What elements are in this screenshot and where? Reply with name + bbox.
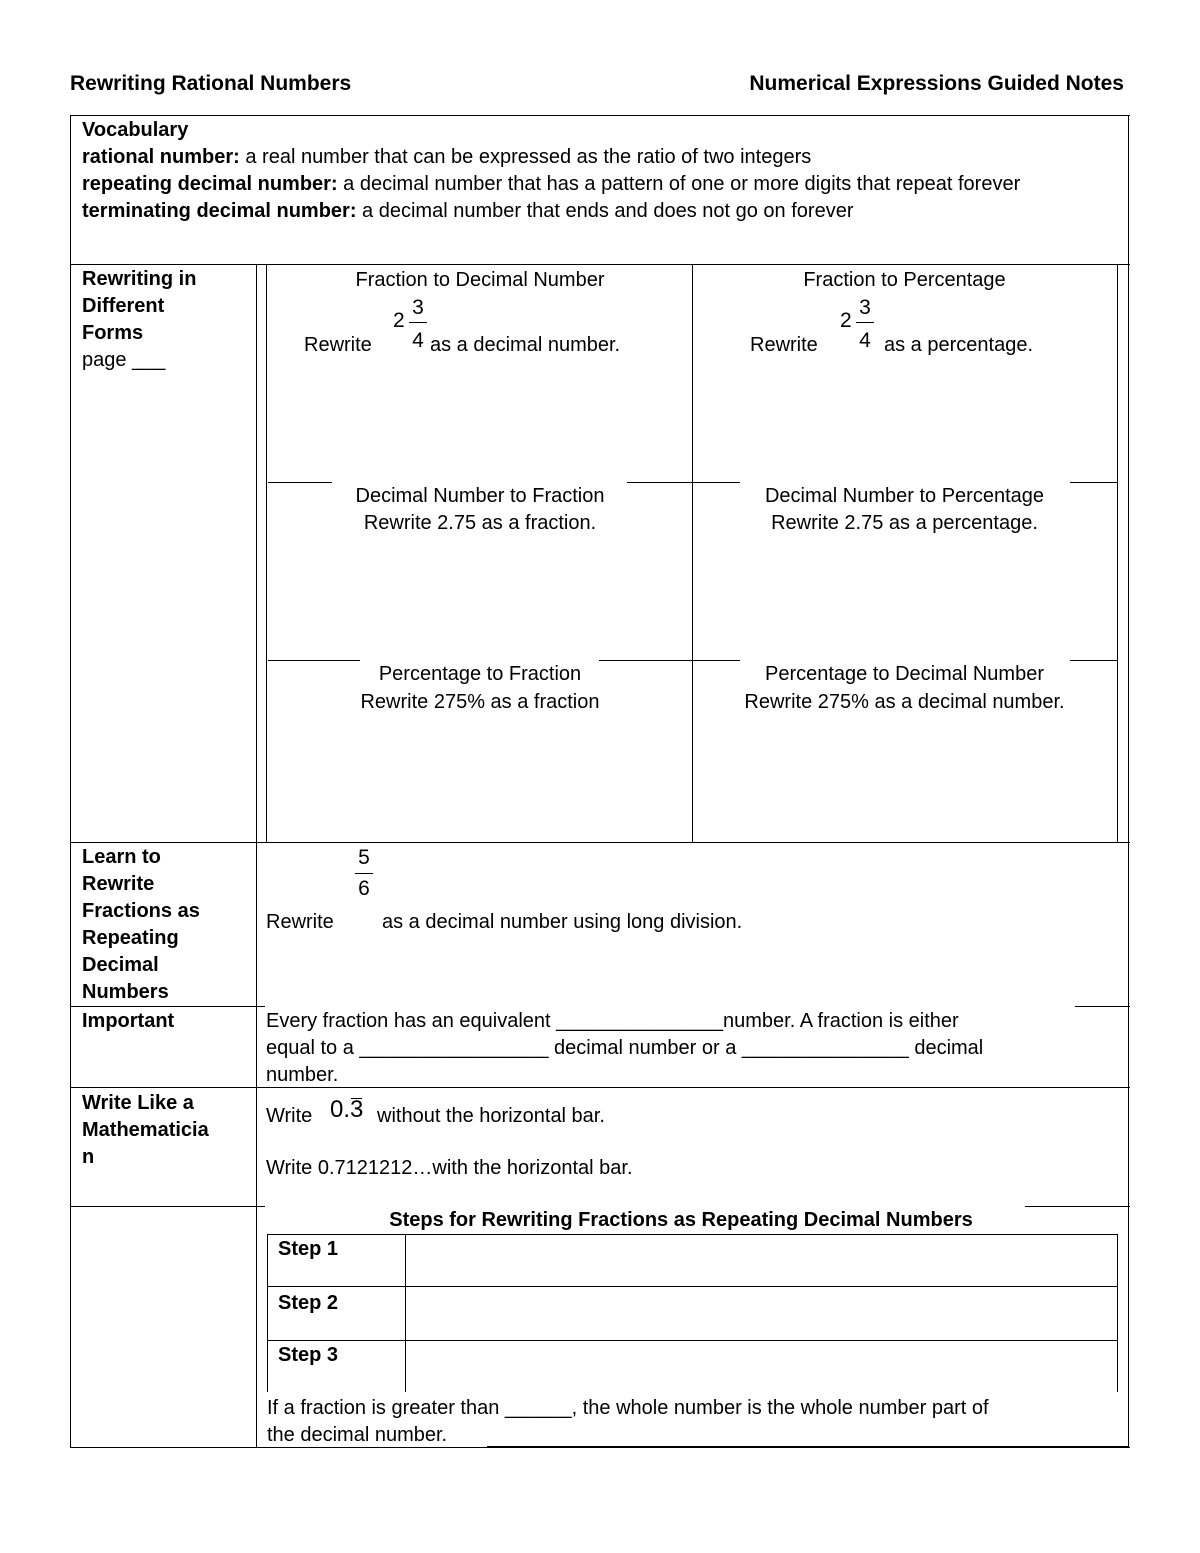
pct-to-frac-title: Percentage to Fraction (378, 663, 582, 685)
frac-to-dec-whole: 2 (393, 309, 405, 332)
fraction-bar (409, 322, 427, 323)
term-label: rational number: (82, 146, 240, 168)
repeat-digit-wrap (350, 1096, 363, 1124)
text-line: equal to a _________________ decimal number or a _______________ decimal (266, 1037, 984, 1059)
pct-to-dec-prompt: Rewrite 275% as a decimal number. (744, 691, 1065, 713)
label-line: Forms (82, 322, 144, 344)
row-divider-4 (352, 1087, 1130, 1088)
dec-to-frac-prompt: Rewrite 2.75 as a fraction. (363, 512, 597, 534)
frac-to-pct-numerator: 3 (859, 296, 871, 319)
text-line: the decimal number. (267, 1424, 448, 1446)
frac-to-dec-suffix: as a decimal number. (430, 334, 621, 356)
steps-row-divider (267, 1286, 1118, 1287)
text-line: number. (266, 1064, 339, 1086)
steps-table-right (1117, 1234, 1118, 1392)
table-top-border (70, 115, 1130, 116)
inner-grid-middle (692, 264, 693, 842)
row-divider-5 (70, 1206, 265, 1207)
vocab-term-repeating (82, 171, 1117, 198)
dec-to-frac-title: Decimal Number to Fraction (355, 485, 605, 507)
answer-blank-line (487, 1446, 1128, 1447)
learn-suffix: as a decimal number using long division. (382, 911, 743, 933)
label-line: Learn to (82, 846, 161, 868)
label-line: Different (82, 295, 165, 317)
vinculum-bar (351, 1098, 362, 1099)
pct-to-frac-prompt: Rewrite 275% as a fraction (360, 691, 600, 713)
row-divider-3 (1075, 1006, 1130, 1007)
label-line: Decimal (82, 954, 159, 976)
steps-title: Steps for Rewriting Fractions as Repeating Decimal Numbers (389, 1209, 973, 1231)
frac-to-pct-prefix: Rewrite (750, 334, 818, 356)
row-divider-3 (70, 1006, 265, 1007)
text-line: If a fraction is greater than ______, the whole number is the whole number part of (267, 1397, 989, 1419)
frac-to-dec-prefix: Rewrite (304, 334, 372, 356)
write-prefix: Write (266, 1105, 313, 1127)
label-line: Repeating (82, 927, 179, 949)
page-reference: page ___ (82, 349, 166, 371)
steps-table-top (267, 1234, 1118, 1235)
step-1-label: Step 1 (278, 1238, 339, 1260)
dec-to-pct-title: Decimal Number to Percentage (764, 485, 1044, 507)
text-line: Every fraction has an equivalent _______________number. A fraction is either (266, 1010, 959, 1032)
label-line: Numbers (82, 981, 169, 1003)
repeat-digit: 3 (350, 1096, 364, 1123)
row-divider-1 (70, 264, 1130, 265)
worksheet-title: Rewriting Rational Numbers (70, 72, 352, 95)
inner-grid-left (266, 264, 267, 842)
learn-numerator: 5 (358, 846, 370, 869)
inner-grid-right (1117, 264, 1118, 842)
row-divider-4 (70, 1087, 352, 1088)
decimal-main: 0. (330, 1096, 351, 1123)
frac-to-pct-suffix: as a percentage. (884, 334, 1033, 356)
term-definition: a decimal number that has a pattern of one or more digits that repeat forever (337, 173, 1021, 195)
row-divider-2 (70, 842, 1130, 843)
label-line: Mathematicia (82, 1119, 209, 1141)
label-line: n (82, 1146, 95, 1168)
steps-table-middle (405, 1234, 406, 1392)
write-label (82, 1090, 252, 1171)
frac-to-dec-numerator: 3 (412, 296, 424, 319)
steps-row-divider (267, 1340, 1118, 1341)
repeating-decimal (330, 1096, 363, 1124)
important-text (266, 1008, 1116, 1089)
frac-to-pct-title: Fraction to Percentage (803, 269, 1006, 291)
step-2-label: Step 2 (278, 1292, 339, 1314)
write-line2: Write 0.7121212…with the horizontal bar. (266, 1157, 633, 1179)
frac-to-pct-denominator: 4 (859, 329, 871, 352)
vocabulary-block (82, 117, 1117, 225)
fraction-bar (355, 873, 373, 874)
step-3-label: Step 3 (278, 1344, 339, 1366)
label-line: Write Like a (82, 1092, 194, 1114)
column-divider (256, 264, 257, 1448)
write-suffix: without the horizontal bar. (377, 1105, 605, 1127)
frac-to-pct-whole: 2 (840, 309, 852, 332)
steps-table-left (267, 1234, 268, 1392)
learn-label (82, 844, 252, 1006)
important-label: Important (82, 1010, 175, 1032)
vocabulary-heading: Vocabulary (82, 119, 189, 141)
dec-to-pct-prompt: Rewrite 2.75 as a percentage. (771, 512, 1038, 534)
worksheet-subtitle: Numerical Expressions Guided Notes (749, 72, 1124, 95)
term-definition: a real number that can be expressed as the ratio of two integers (239, 146, 812, 168)
rewriting-label (82, 266, 252, 374)
learn-denominator: 6 (358, 877, 370, 900)
learn-prefix: Rewrite (266, 911, 334, 933)
frac-to-dec-denominator: 4 (412, 329, 424, 352)
pct-to-dec-title: Percentage to Decimal Number (764, 663, 1044, 685)
table-right-border (1128, 115, 1129, 1448)
label-line: Rewriting in (82, 268, 197, 290)
fraction-bar (856, 322, 874, 323)
vocab-term-terminating (82, 198, 1117, 225)
label-line: Fractions as (82, 900, 200, 922)
table-left-border (70, 115, 71, 1448)
term-definition: a decimal number that ends and does not go on forever (356, 200, 854, 222)
frac-to-dec-title: Fraction to Decimal Number (355, 269, 605, 291)
vocab-term-rational (82, 144, 1117, 171)
label-line: Rewrite (82, 873, 155, 895)
steps-footer (267, 1395, 1122, 1449)
term-label: repeating decimal number: (82, 173, 338, 195)
term-label: terminating decimal number: (82, 200, 357, 222)
